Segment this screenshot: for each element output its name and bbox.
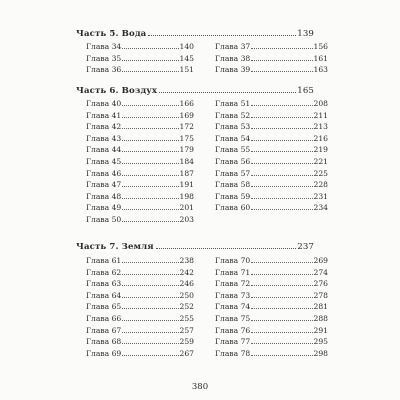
toc-entry — [215, 145, 328, 157]
chapter-label: Глава 71 — [215, 267, 251, 277]
chapter-page: 250 — [179, 290, 194, 300]
chapter-label: Глава 77 — [215, 337, 251, 347]
chapter-column-right — [215, 99, 328, 215]
chapter-page: 187 — [179, 168, 194, 178]
toc-entry — [86, 157, 194, 169]
chapter-page: 221 — [313, 156, 328, 166]
leader-dots — [148, 34, 296, 36]
chapter-label: Глава 72 — [215, 279, 251, 289]
part-heading — [76, 242, 314, 252]
toc-entry — [86, 145, 194, 157]
chapter-column-left — [86, 256, 194, 360]
leader-dots — [122, 127, 178, 129]
leader-dots — [122, 104, 178, 106]
toc-entry — [215, 54, 328, 66]
leader-dots — [251, 127, 312, 129]
leader-dots — [122, 197, 178, 199]
chapter-label: Глава 51 — [215, 99, 251, 108]
leader-dots — [122, 139, 178, 141]
chapter-label: Глава 62 — [86, 267, 122, 277]
chapter-page: 213 — [313, 122, 328, 132]
chapter-page: 231 — [313, 191, 328, 201]
toc-entry — [215, 180, 328, 192]
chapter-label: Глава 57 — [215, 168, 251, 178]
toc-entry — [215, 111, 328, 123]
chapter-column-right — [215, 256, 328, 360]
chapter-label: Глава 63 — [86, 279, 122, 289]
toc-entry — [86, 256, 194, 268]
toc-entry — [86, 65, 194, 77]
chapter-label: Глава 42 — [86, 122, 122, 132]
toc-entry — [86, 302, 194, 314]
leader-dots — [251, 174, 312, 176]
leader-dots — [159, 91, 296, 93]
toc-entry — [86, 215, 194, 227]
toc-entry — [215, 337, 328, 349]
chapter-page: 246 — [179, 279, 194, 289]
toc-entry — [86, 54, 194, 66]
leader-dots — [122, 273, 178, 275]
chapter-page: 211 — [313, 110, 328, 120]
chapter-page: 278 — [313, 290, 328, 300]
chapter-label: Глава 35 — [86, 53, 122, 63]
chapter-page: 274 — [313, 267, 328, 277]
toc-entry — [86, 203, 194, 215]
chapter-page: 216 — [313, 133, 328, 143]
chapter-label: Глава 74 — [215, 302, 251, 312]
toc-entry — [86, 99, 194, 111]
part-title: Часть 7. Земля — [76, 242, 154, 252]
leader-dots — [122, 342, 178, 344]
chapter-label: Глава 40 — [86, 99, 122, 108]
chapter-label: Глава 38 — [215, 53, 251, 63]
chapter-label: Глава 69 — [86, 348, 122, 358]
chapter-page: 140 — [179, 42, 194, 51]
chapter-label: Глава 65 — [86, 302, 122, 312]
chapter-label: Глава 54 — [215, 133, 251, 143]
chapter-page: 156 — [313, 42, 328, 51]
toc-entry — [86, 42, 194, 54]
chapter-label: Глава 43 — [86, 133, 122, 143]
leader-dots — [251, 307, 312, 309]
toc-entry — [215, 122, 328, 134]
chapter-label: Глава 47 — [86, 180, 122, 190]
leader-dots — [251, 261, 312, 263]
toc-entry — [215, 314, 328, 326]
leader-dots — [122, 70, 178, 72]
toc-entry — [215, 192, 328, 204]
chapter-label: Глава 68 — [86, 337, 122, 347]
chapter-page: 166 — [179, 99, 194, 108]
part-title: Часть 5. Вода — [76, 29, 147, 39]
chapter-page: 238 — [179, 256, 194, 265]
chapter-page: 242 — [179, 267, 194, 277]
chapter-page: 281 — [313, 302, 328, 312]
chapter-page: 259 — [179, 337, 194, 347]
chapter-page: 276 — [313, 279, 328, 289]
leader-dots — [122, 284, 178, 286]
leader-dots — [251, 116, 312, 118]
chapter-page: 201 — [179, 203, 194, 213]
leader-dots — [251, 185, 312, 187]
chapter-page: 257 — [179, 325, 194, 335]
leader-dots — [122, 261, 178, 263]
leader-dots — [251, 296, 312, 298]
toc-entry — [215, 256, 328, 268]
part-page: 237 — [297, 242, 314, 252]
chapter-label: Глава 50 — [86, 214, 122, 224]
chapter-label: Глава 64 — [86, 290, 122, 300]
toc-entry — [215, 279, 328, 291]
chapter-page: 198 — [179, 191, 194, 201]
part-heading — [76, 86, 314, 96]
page-number: 380 — [191, 382, 209, 392]
chapter-label: Глава 78 — [215, 348, 251, 358]
leader-dots — [122, 162, 178, 164]
toc-entry — [86, 337, 194, 349]
leader-dots — [122, 354, 178, 356]
leader-dots — [122, 47, 178, 49]
leader-dots — [122, 185, 178, 187]
leader-dots — [122, 208, 178, 210]
chapter-label: Глава 56 — [215, 156, 251, 166]
chapter-page: 169 — [179, 110, 194, 120]
chapter-label: Глава 44 — [86, 145, 122, 155]
toc-entry — [86, 326, 194, 338]
chapter-page: 225 — [313, 168, 328, 178]
chapter-page: 295 — [313, 337, 328, 347]
chapter-page: 288 — [313, 313, 328, 323]
toc-entry — [86, 169, 194, 181]
part-page: 139 — [297, 29, 314, 39]
chapter-label: Глава 61 — [86, 256, 122, 265]
chapter-page: 151 — [179, 65, 194, 75]
chapter-page: 298 — [313, 348, 328, 358]
leader-dots — [122, 59, 178, 61]
toc-entry — [86, 268, 194, 280]
toc-entry — [215, 326, 328, 338]
leader-dots — [122, 116, 178, 118]
leader-dots — [251, 354, 312, 356]
toc-entry — [86, 134, 194, 146]
leader-dots — [251, 150, 312, 152]
leader-dots — [251, 139, 312, 141]
chapter-page: 269 — [313, 256, 328, 265]
leader-dots — [122, 296, 178, 298]
leader-dots — [251, 47, 312, 49]
toc-entry — [215, 134, 328, 146]
chapter-page: 161 — [313, 53, 328, 63]
chapter-page: 234 — [313, 203, 328, 213]
leader-dots — [251, 319, 312, 321]
chapter-page: 219 — [313, 145, 328, 155]
chapter-label: Глава 60 — [215, 203, 251, 213]
chapter-page: 267 — [179, 348, 194, 358]
chapter-page: 179 — [179, 145, 194, 155]
chapter-page: 184 — [179, 156, 194, 166]
leader-dots — [251, 342, 312, 344]
leader-dots — [122, 220, 178, 222]
chapter-label: Глава 58 — [215, 180, 251, 190]
chapter-label: Глава 76 — [215, 325, 251, 335]
chapter-label: Глава 39 — [215, 65, 251, 75]
chapter-page: 191 — [179, 180, 194, 190]
chapter-page: 175 — [179, 133, 194, 143]
chapter-label: Глава 37 — [215, 42, 251, 51]
toc-entry — [215, 42, 328, 54]
chapter-label: Глава 49 — [86, 203, 122, 213]
toc-entry — [215, 268, 328, 280]
chapter-label: Глава 36 — [86, 65, 122, 75]
chapter-label: Глава 41 — [86, 110, 122, 120]
toc-entry — [215, 302, 328, 314]
toc-entry — [86, 279, 194, 291]
leader-dots — [122, 307, 178, 309]
leader-dots — [251, 162, 312, 164]
leader-dots — [122, 331, 178, 333]
leader-dots — [251, 197, 312, 199]
chapter-label: Глава 46 — [86, 168, 122, 178]
chapter-label: Глава 73 — [215, 290, 251, 300]
chapter-page: 208 — [313, 99, 328, 108]
leader-dots — [122, 150, 178, 152]
chapter-label: Глава 48 — [86, 191, 122, 201]
toc-entry — [215, 203, 328, 215]
toc-entry — [86, 111, 194, 123]
chapter-label: Глава 66 — [86, 313, 122, 323]
leader-dots — [251, 284, 312, 286]
chapter-page: 255 — [179, 313, 194, 323]
toc-entry — [215, 169, 328, 181]
toc-entry — [86, 122, 194, 134]
toc-entry — [215, 99, 328, 111]
leader-dots — [156, 247, 297, 249]
chapter-page: 172 — [179, 122, 194, 132]
toc-entry — [215, 157, 328, 169]
toc-entry — [215, 65, 328, 77]
leader-dots — [251, 104, 312, 106]
chapter-page: 291 — [313, 325, 328, 335]
toc-entry — [86, 192, 194, 204]
chapter-label: Глава 34 — [86, 42, 122, 51]
toc-entry — [86, 291, 194, 303]
chapter-label: Глава 67 — [86, 325, 122, 335]
chapter-page: 228 — [313, 180, 328, 190]
part-heading — [76, 29, 314, 39]
toc-entry — [86, 349, 194, 361]
part-page: 165 — [297, 86, 314, 96]
toc-entry — [215, 349, 328, 361]
chapter-column-left — [86, 99, 194, 227]
chapter-page: 252 — [179, 302, 194, 312]
leader-dots — [251, 273, 312, 275]
chapter-page: 145 — [179, 53, 194, 63]
chapter-column-left — [86, 42, 194, 77]
chapter-column-right — [215, 42, 328, 77]
toc-entry — [215, 291, 328, 303]
toc-entry — [86, 180, 194, 192]
leader-dots — [251, 70, 312, 72]
leader-dots — [122, 319, 178, 321]
chapter-page: 203 — [179, 214, 194, 224]
leader-dots — [251, 331, 312, 333]
chapter-label: Глава 55 — [215, 145, 251, 155]
leader-dots — [251, 208, 312, 210]
chapter-label: Глава 45 — [86, 156, 122, 166]
toc-entry — [86, 314, 194, 326]
leader-dots — [251, 59, 312, 61]
chapter-label: Глава 59 — [215, 191, 251, 201]
chapter-label: Глава 70 — [215, 256, 251, 265]
chapter-label: Глава 52 — [215, 110, 251, 120]
chapter-label: Глава 53 — [215, 122, 251, 132]
chapter-page: 163 — [313, 65, 328, 75]
leader-dots — [122, 174, 178, 176]
part-title: Часть 6. Воздух — [76, 86, 158, 96]
chapter-label: Глава 75 — [215, 313, 251, 323]
